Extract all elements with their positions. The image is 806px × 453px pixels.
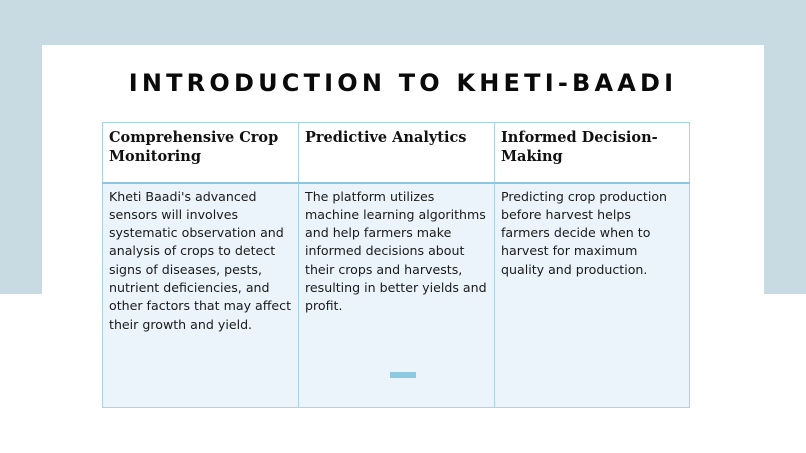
cell-predictive-analytics-description: The platform utilizes machine learning algorithms and help farmers make informed decisions about their crops and harvests, resulting in better yields and profit. bbox=[299, 183, 495, 408]
slide-title: INTRODUCTION TO KHETI-BAADI bbox=[128, 69, 678, 97]
cell-crop-monitoring-description: Kheti Baadi's advanced sensors will involves systematic observation and analysis of crops to detect signs of diseases, pests, nutrient deficiencies, and other factors that may affect their growth and yield. bbox=[103, 183, 299, 408]
cell-decision-making-description: Predicting crop production before harvest helps farmers decide when to harvest for maximum quality and production. bbox=[495, 183, 690, 408]
header-informed-decision-making: Informed Decision-Making bbox=[495, 123, 690, 183]
table-header-row bbox=[103, 123, 690, 183]
header-comprehensive-crop-monitoring: Comprehensive Crop Monitoring bbox=[103, 123, 299, 183]
header-predictive-analytics: Predictive Analytics bbox=[299, 123, 495, 183]
content-table bbox=[102, 122, 690, 408]
accent-dash bbox=[390, 372, 416, 378]
